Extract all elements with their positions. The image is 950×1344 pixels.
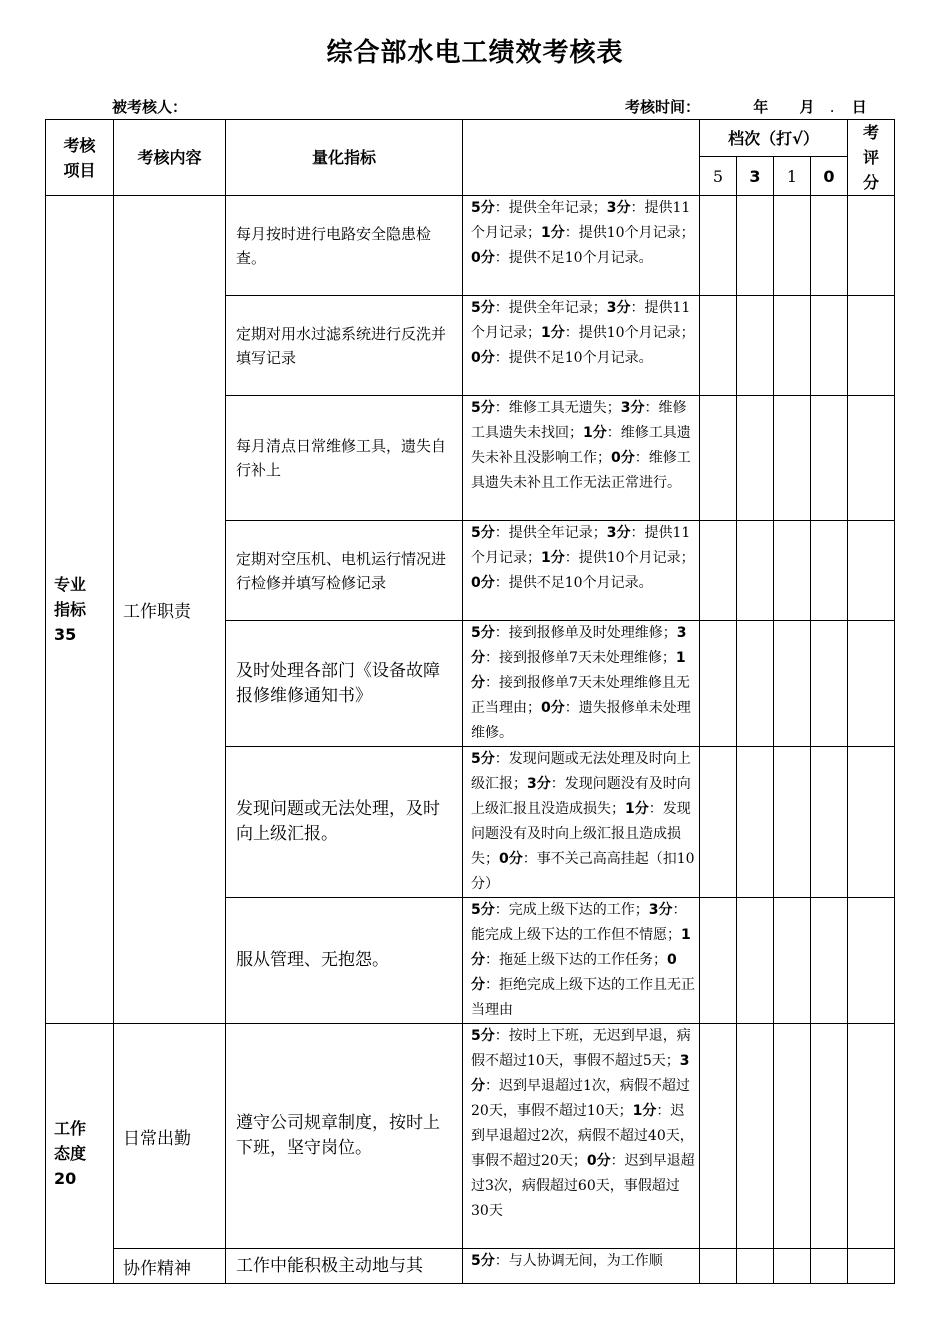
criteria-text: ：能完成上级下达的工作但不情愿； bbox=[471, 902, 687, 943]
grade-5-cell[interactable] bbox=[700, 1024, 737, 1249]
criteria-text: ：维修工具遗失未补且工作无法正常进行。 bbox=[471, 450, 691, 491]
indicator-item: 工作中能积极主动地与其 bbox=[226, 1249, 463, 1284]
grade-5-cell[interactable] bbox=[700, 898, 737, 1024]
criteria-score-label: 5分 bbox=[471, 300, 495, 316]
criteria-text: ：迟到早退超过1次，病假不超过20天，事假不超过10天； bbox=[471, 1078, 690, 1119]
criteria-text: ：提供全年记录； bbox=[494, 300, 607, 316]
date-day: 日 bbox=[851, 98, 867, 116]
criteria-score-label: 3分 bbox=[648, 902, 673, 918]
criteria-score-label: 5分 bbox=[471, 525, 495, 541]
indicator-item: 每月清点日常维修工具，遗失自行补上 bbox=[226, 396, 463, 521]
review-time-label: 考核时间： bbox=[625, 98, 701, 116]
scoring-criteria bbox=[463, 1024, 700, 1249]
criteria-text: ：维修工具无遗失； bbox=[494, 400, 621, 416]
score-cell[interactable] bbox=[848, 521, 895, 621]
scoring-criteria bbox=[463, 621, 700, 747]
section-content: 工作职责 bbox=[114, 196, 226, 1024]
grade-1: 1 bbox=[774, 157, 811, 196]
criteria-score-label: 1分 bbox=[541, 325, 565, 341]
grade-5-cell[interactable] bbox=[700, 296, 737, 396]
grade-0-cell[interactable] bbox=[811, 1249, 848, 1284]
criteria-text: ：拖延上级下达的工作任务； bbox=[485, 952, 667, 968]
criteria-score-label: 5分 bbox=[471, 400, 495, 416]
criteria-score-label: 1分 bbox=[632, 1103, 657, 1119]
grade-1-cell[interactable] bbox=[774, 621, 811, 747]
criteria-score-label: 0分 bbox=[499, 851, 523, 867]
scoring-criteria bbox=[463, 396, 700, 521]
criteria-text: ：提供不足10个月记录。 bbox=[494, 250, 653, 266]
grade-0-cell[interactable] bbox=[811, 396, 848, 521]
criteria-score-label: 0分 bbox=[541, 700, 565, 716]
row-content: 日常出勤 bbox=[114, 1024, 226, 1249]
criteria-score-label: 1分 bbox=[541, 225, 565, 241]
grade-5: 5 bbox=[700, 157, 737, 196]
criteria-score-label: 0分 bbox=[611, 450, 635, 466]
grade-3-cell[interactable] bbox=[737, 898, 774, 1024]
criteria-score-label: 1分 bbox=[625, 801, 649, 817]
scoring-criteria bbox=[463, 196, 700, 296]
grade-3-cell[interactable] bbox=[737, 296, 774, 396]
indicator-item: 及时处理各部门《设备故障报修维修通知书》 bbox=[226, 621, 463, 747]
criteria-text: ：提供10个月记录； bbox=[564, 325, 695, 341]
indicator-item: 每月按时进行电路安全隐患检查。 bbox=[226, 196, 463, 296]
score-cell[interactable] bbox=[848, 196, 895, 296]
section-project: 专业指标35 bbox=[46, 196, 114, 1024]
criteria-score-label: 5分 bbox=[471, 902, 495, 918]
criteria-score-label: 3分 bbox=[471, 625, 687, 666]
criteria-text: ：发现问题没有及时向上级汇报且造成损失； bbox=[471, 801, 691, 867]
criteria-text: ：提供11个月记录； bbox=[471, 200, 691, 241]
criteria-score-label: 3分 bbox=[620, 400, 645, 416]
grade-3-cell[interactable] bbox=[737, 1249, 774, 1284]
header-content: 考核内容 bbox=[114, 120, 226, 196]
score-cell[interactable] bbox=[848, 1024, 895, 1249]
criteria-text: ：完成上级下达的工作； bbox=[494, 902, 649, 918]
grade-5-cell[interactable] bbox=[700, 1249, 737, 1284]
criteria-score-label: 5分 bbox=[471, 751, 495, 767]
row-content: 协作精神 bbox=[114, 1249, 226, 1284]
grade-1-cell[interactable] bbox=[774, 1024, 811, 1249]
criteria-text: ：遗失报修单未处理维修。 bbox=[471, 700, 691, 741]
criteria-score-label: 3分 bbox=[471, 1053, 690, 1094]
grade-5-cell[interactable] bbox=[700, 521, 737, 621]
indicator-item: 定期对用水过滤系统进行反洗并填写记录 bbox=[226, 296, 463, 396]
criteria-text: ：迟到早退超过2次，病假不超过40天，事假不超过20天； bbox=[471, 1103, 694, 1169]
criteria-score-label: 0分 bbox=[471, 350, 495, 366]
criteria-text: ：提供11个月记录； bbox=[471, 525, 691, 566]
criteria-text: ：提供10个月记录； bbox=[564, 225, 695, 241]
grade-5-cell[interactable] bbox=[700, 396, 737, 521]
grade-0-cell[interactable] bbox=[811, 296, 848, 396]
grade-5-cell[interactable] bbox=[700, 747, 737, 898]
grade-3-cell[interactable] bbox=[737, 196, 774, 296]
assessment-table bbox=[45, 119, 895, 1284]
criteria-score-label: 0分 bbox=[586, 1153, 611, 1169]
grade-1-cell[interactable] bbox=[774, 196, 811, 296]
grade-1-cell[interactable] bbox=[774, 1249, 811, 1284]
criteria-text: ：发现问题或无法处理及时向上级汇报； bbox=[471, 751, 691, 792]
grade-5-cell[interactable] bbox=[700, 196, 737, 296]
criteria-score-label: 5分 bbox=[471, 200, 495, 216]
grade-0: 0 bbox=[811, 157, 848, 196]
score-cell[interactable] bbox=[848, 296, 895, 396]
scoring-criteria bbox=[463, 1249, 700, 1284]
criteria-text: ：提供全年记录； bbox=[494, 525, 607, 541]
grade-0-cell[interactable] bbox=[811, 196, 848, 296]
criteria-text: ：接到报修单7天未处理维修； bbox=[485, 650, 676, 666]
criteria-text: ：迟到早退超过3次，病假超过60天，事假超过30天 bbox=[471, 1153, 695, 1219]
date-year: 年 bbox=[753, 98, 769, 116]
header-project: 考核项目 bbox=[46, 120, 114, 196]
score-cell[interactable] bbox=[848, 621, 895, 747]
scoring-criteria bbox=[463, 898, 700, 1024]
score-cell[interactable] bbox=[848, 1249, 895, 1284]
criteria-text: ：拒绝完成上级下达的工作且无正当理由 bbox=[471, 977, 695, 1018]
criteria-score-label: 3分 bbox=[527, 776, 551, 792]
criteria-text: ：提供11个月记录； bbox=[471, 300, 691, 341]
grade-3-cell[interactable] bbox=[737, 521, 774, 621]
header-criteria-blank bbox=[463, 120, 700, 196]
grade-0-cell[interactable] bbox=[811, 521, 848, 621]
grade-1-cell[interactable] bbox=[774, 521, 811, 621]
reviewee-label: 被考核人： bbox=[112, 98, 188, 116]
scoring-criteria bbox=[463, 521, 700, 621]
grade-3-cell[interactable] bbox=[737, 747, 774, 898]
grade-0-cell[interactable] bbox=[811, 1024, 848, 1249]
score-cell[interactable] bbox=[848, 747, 895, 898]
header-grade: 档次（打√） bbox=[700, 120, 848, 157]
score-cell[interactable] bbox=[848, 396, 895, 521]
criteria-score-label: 0分 bbox=[471, 575, 495, 591]
grade-3-cell[interactable] bbox=[737, 1024, 774, 1249]
criteria-score-label: 3分 bbox=[606, 525, 631, 541]
grade-1-cell[interactable] bbox=[774, 747, 811, 898]
criteria-text: ：提供不足10个月记录。 bbox=[494, 575, 653, 591]
criteria-text: ：按时上下班，无迟到早退，病假不超过10天，事假不超过5天； bbox=[471, 1028, 691, 1069]
indicator-item: 定期对空压机、电机运行情况进行检修并填写检修记录 bbox=[226, 521, 463, 621]
grade-1-cell[interactable] bbox=[774, 898, 811, 1024]
criteria-score-label: 3分 bbox=[606, 200, 631, 216]
criteria-text: ：提供全年记录； bbox=[494, 200, 607, 216]
criteria-text: ：提供10个月记录； bbox=[564, 550, 695, 566]
review-time bbox=[625, 96, 867, 117]
grade-5-cell[interactable] bbox=[700, 621, 737, 747]
criteria-text: ：事不关己高高挂起（扣10分） bbox=[471, 851, 695, 892]
date-dot: . bbox=[829, 98, 835, 116]
criteria-score-label: 5分 bbox=[471, 1253, 495, 1269]
scoring-criteria bbox=[463, 747, 700, 898]
indicator-item: 服从管理、无抱怨。 bbox=[226, 898, 463, 1024]
indicator-item: 遵守公司规章制度，按时上下班，坚守岗位。 bbox=[226, 1024, 463, 1249]
criteria-text: ：与人协调无间，为工作顺 bbox=[494, 1253, 663, 1269]
section-project: 工作态度20 bbox=[46, 1024, 114, 1284]
score-cell[interactable] bbox=[848, 898, 895, 1024]
criteria-text: ：维修工具遗失未找回； bbox=[471, 400, 687, 441]
indicator-item: 发现问题或无法处理，及时向上级汇报。 bbox=[226, 747, 463, 898]
criteria-score-label: 0分 bbox=[471, 250, 495, 266]
criteria-score-label: 1分 bbox=[471, 927, 691, 968]
criteria-score-label: 3分 bbox=[606, 300, 631, 316]
criteria-text: ：维修工具遗失未补且没影响工作； bbox=[471, 425, 691, 466]
header-indicator: 量化指标 bbox=[226, 120, 463, 196]
criteria-text: ：发现问题没有及时向上级汇报且没造成损失； bbox=[471, 776, 691, 817]
criteria-score-label: 1分 bbox=[471, 650, 686, 691]
criteria-score-label: 5分 bbox=[471, 625, 495, 641]
grade-3-cell[interactable] bbox=[737, 621, 774, 747]
grade-3-cell[interactable] bbox=[737, 396, 774, 521]
criteria-text: ：接到报修单7天未处理维修且无正当理由； bbox=[471, 675, 690, 716]
grade-0-cell[interactable] bbox=[811, 621, 848, 747]
criteria-text: ：提供不足10个月记录。 bbox=[494, 350, 653, 366]
scoring-criteria bbox=[463, 296, 700, 396]
criteria-score-label: 1分 bbox=[583, 425, 607, 441]
criteria-text: ：接到报修单及时处理维修； bbox=[494, 625, 677, 641]
grade-1-cell[interactable] bbox=[774, 396, 811, 521]
date-month: 月 bbox=[799, 98, 815, 116]
page-title: 综合部水电工绩效考核表 bbox=[326, 38, 624, 68]
criteria-score-label: 1分 bbox=[541, 550, 565, 566]
grade-1-cell[interactable] bbox=[774, 296, 811, 396]
grade-0-cell[interactable] bbox=[811, 747, 848, 898]
grade-3: 3 bbox=[737, 157, 774, 196]
header-score: 考评分 bbox=[848, 120, 895, 196]
grade-0-cell[interactable] bbox=[811, 898, 848, 1024]
criteria-score-label: 5分 bbox=[471, 1028, 495, 1044]
criteria-score-label: 0分 bbox=[471, 952, 677, 993]
